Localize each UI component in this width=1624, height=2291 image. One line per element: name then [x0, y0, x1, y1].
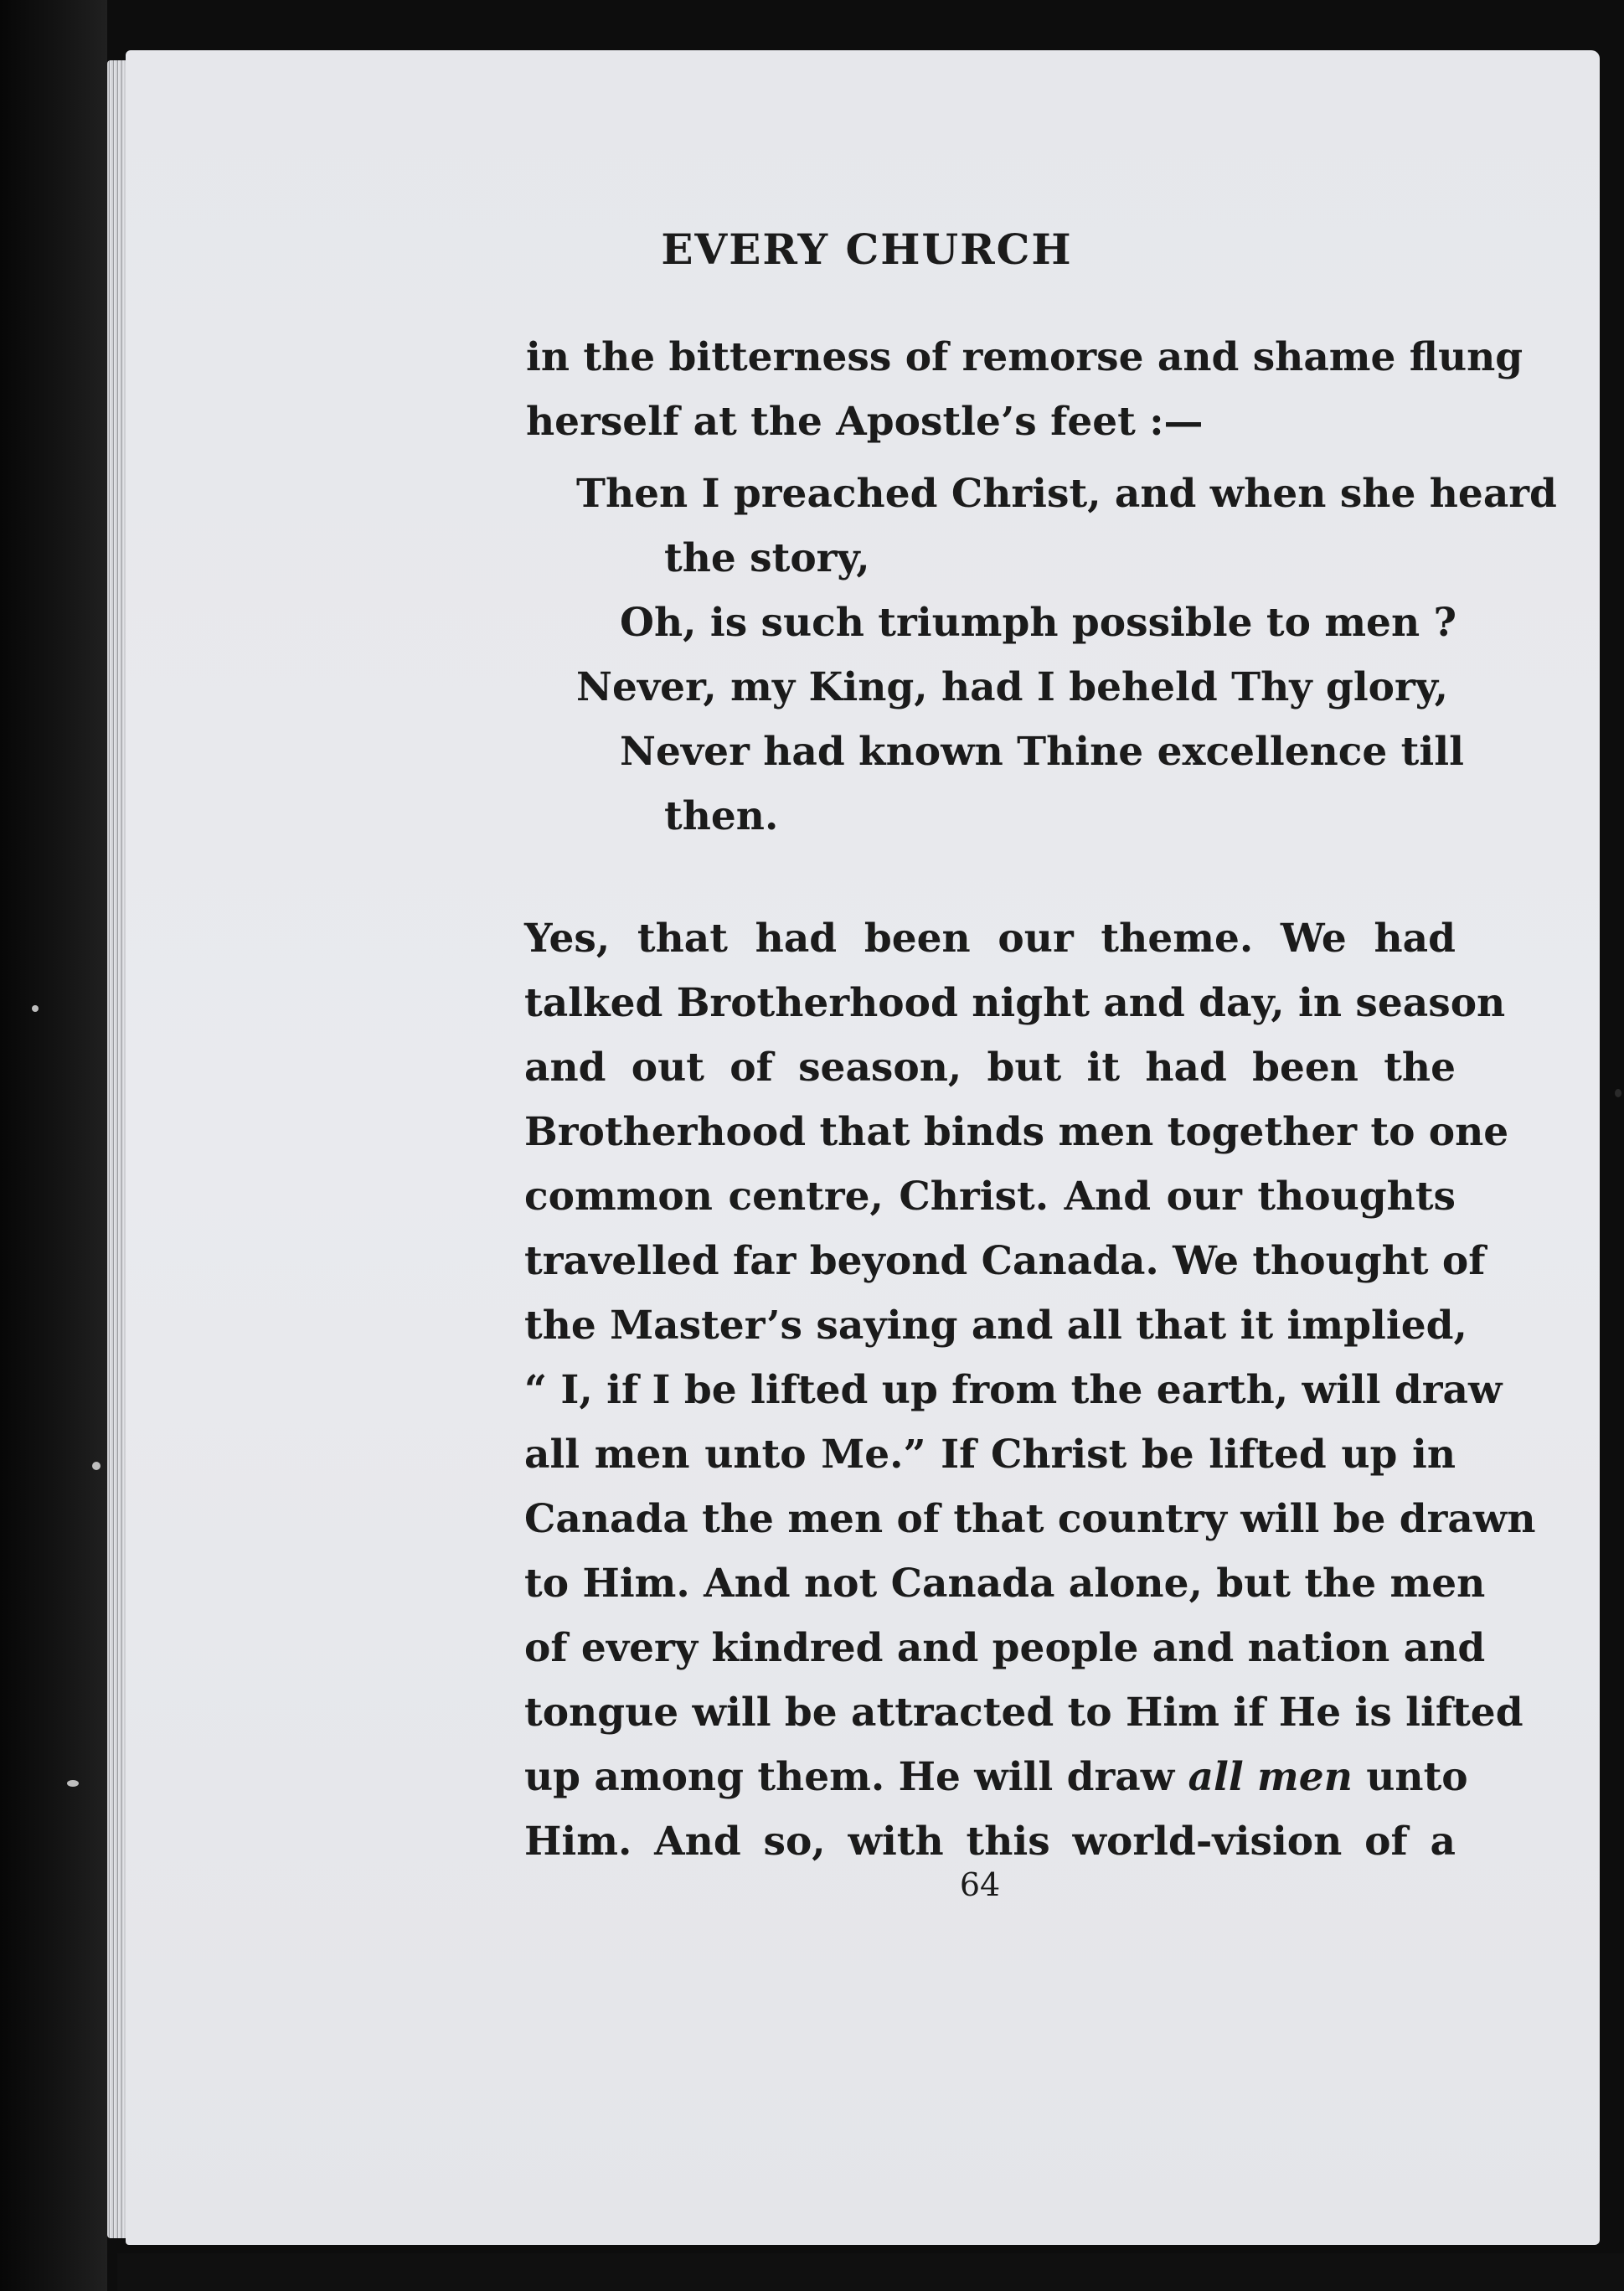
page-number: 64 [959, 1866, 1001, 1903]
text-fragment: unto [1352, 1754, 1468, 1800]
text-line-with-italic [524, 1745, 1468, 1809]
text-line: common centre, Christ. And our thoughts [524, 1174, 1456, 1220]
text-line: Canada the men of that country will be drawn [524, 1496, 1536, 1542]
verse-line: Never had known Thine excellence till [620, 729, 1464, 775]
running-head: EVERY CHURCH [661, 224, 1073, 274]
dust-speck [92, 1462, 101, 1470]
dust-speck [32, 1005, 39, 1012]
dust-speck [67, 1780, 79, 1787]
text-line: Him. And so, with this world-vision of a [524, 1819, 1456, 1865]
text-line: and out of season, but it had been the [524, 1045, 1456, 1091]
text-line: “ I, if I be lifted up from the earth, will draw [524, 1367, 1503, 1413]
text-line: tongue will be attracted to Him if He is lifted [524, 1690, 1523, 1736]
text-line: all men unto Me.” If Christ be lifted up in [524, 1432, 1456, 1478]
text-line: Yes, that had been our theme. We had [524, 916, 1456, 962]
text-line: herself at the Apostle’s feet :— [526, 399, 1204, 445]
text-line: the Master’s saying and all that it implied, [524, 1303, 1467, 1349]
text-line: Brotherhood that binds men together to one [524, 1109, 1509, 1155]
scan-border [117, 2253, 1624, 2291]
verse-line: Oh, is such triumph possible to men ? [620, 600, 1457, 646]
verse-line: Never, my King, had I beheld Thy glory, [576, 664, 1448, 710]
text-line: in the bitterness of remorse and shame flung [526, 334, 1523, 380]
text-line: travelled far beyond Canada. We thought of [524, 1238, 1486, 1284]
verse-line: the story, [664, 535, 870, 581]
text-line: talked Brotherhood night and day, in season [524, 980, 1506, 1026]
binding-shadow [0, 0, 107, 2291]
dust-speck [1615, 1089, 1621, 1097]
text-line: of every kindred and people and nation and [524, 1625, 1486, 1671]
verse-line: Then I preached Christ, and when she heard [576, 471, 1557, 517]
main-paragraph [524, 906, 1536, 1874]
opening-paragraph [526, 325, 1523, 454]
text-fragment: up among them. He will draw [524, 1754, 1188, 1800]
text-line: to Him. And not Canada alone, but the men [524, 1561, 1486, 1607]
verse-line: then. [664, 793, 779, 839]
italic-emphasis: all men [1188, 1754, 1353, 1800]
